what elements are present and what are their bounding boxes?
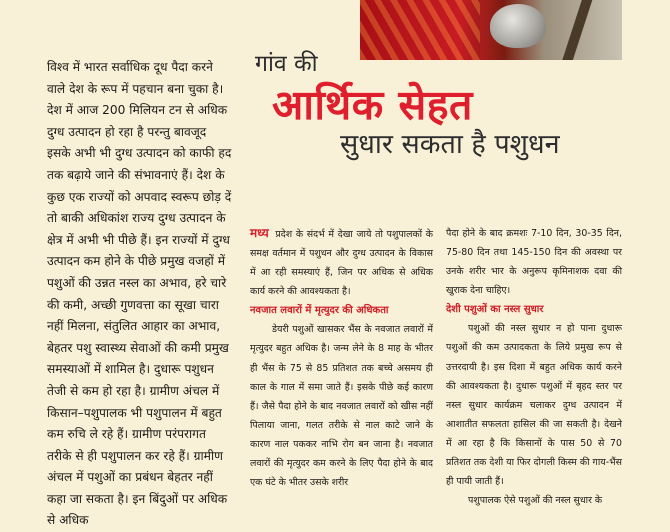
right-body: पशुओं की नस्ल सुधार न हो पाना दुधारू पशुओं की कम उत्पादकता के लिये प्रमुख रूप से उत्तरदायी है। इस दिशा में बहुत अधिक कार्य करने की आवश्यकता है। दुधारू पशुओं में बृहद स्तर पर नस्ल सुधार कार्यक्रम चलाकर दुग्ध उत्पादन में आशातीत सफलता हासिल की जा सकती है। देखने में आ रहा है कि किसानों के पास 50 से 70 प्रतिशत तक देशी या फिर दोगली किस्म की गाय-भैंस ही पायी जाती हैं। [446, 323, 622, 488]
middle-column [250, 224, 433, 492]
headline-line-1: गांव की [255, 51, 318, 77]
right-intro: पैदा होने के बाद क्रमशः 7-10 दिन, 30-35 दिन, 75-80 दिन तथा 145-150 दिन की अवस्था पर उनके शरीर भार के अनुरूप कृमिनाशक दवा की खुराक देना चाहिए। [446, 228, 622, 297]
article-photo [360, 0, 622, 60]
right-tail: पशुपालक ऐसे पशुओं की नस्ल सुधार के [468, 495, 603, 507]
right-column [446, 224, 622, 510]
left-column-paragraph: विश्व में भारत सर्वाधिक दूध पैदा करने वाले देश के रूप में पहचान बना चुका है। देश में आज 200 मिलियन टन से अधिक दुग्ध उत्पादन हो रहा है परन्तु बावजूद इसके अभी भी दुग्ध उत्पादन को काफी हद तक बढ़ाये जाने की संभावनाएं हैं। देश के कुछ एक राज्यों को अपवाद स्वरूप छोड़ दें तो बाकी अधिकांश राज्य दुग्ध उत्पादन के क्षेत्र में अभी भी पीछे हैं। इन राज्यों में दुग्ध उत्पादन कम होने के पीछे प्रमुख वजहों में पशुओं की उन्नत नस्ल का अभाव, हरे चारे की कमी, अच्छी गुणवत्ता का सूखा चारा नहीं मिलना, संतुलित आहार का अभाव, बेहतर पशु स्वास्थ्य सेवाओं की कमी प्रमुख समस्याओं में शामिल है। दुधारू पशुधन तेजी से कम हो रहा है। ग्रामीण अंचल में किसान–पशुपालक भी पशुपालन में बहुत कम रुचि ले रहे हैं। ग्रामीण परंपरागत तरीके से ही पशुपालन कर रहे हैं। ग्रामीण अंचल में पशुओं का प्रबंधन बेहतर नहीं कहा जा सकता है। इन बिंदुओं पर अधिक से अधिक [47, 60, 232, 528]
middle-intro [250, 224, 433, 301]
headline-main: आर्थिक सेहत [272, 81, 473, 129]
cooking-pot-icon [490, 4, 546, 48]
middle-body: डेयरी पशुओं खासकर भैंस के नवजात लवारों में मृत्युदर बहुत अधिक है। जन्म लेने के 8 माह के भीतर ही भैंस के 75 से 85 प्रतिशत तक बच्चे असमय ही काल के गाल में समा जाते हैं। इसके पीछे कई कारण हैं। जैसे पैदा होने के बाद नवजात लवारों को खीस नहीं पिलाया जाना, गलत तरीके से नाल काटे जाने के कारण नाल पककर नाभि रोग बन जाना है। नवजात लवारों की मृत्युदर कम करने के लिए पैदा होने के बाद एक घंटे के भीतर उसके शरीर [250, 324, 433, 489]
headline-line-3: सुधार सकता है पशुधन [340, 129, 560, 160]
red-fabric-shape [360, 0, 480, 60]
wooden-stick-shape [561, 0, 592, 60]
dropcap: मध्य [250, 226, 269, 240]
right-subheading: देशी पशुओं का नस्ल सुधार [446, 304, 544, 316]
left-column [47, 57, 233, 532]
middle-subheading: नवजात लवारों में मृत्युदर की अधिकता [250, 305, 389, 317]
middle-intro-text: प्रदेश के संदर्भ में देखा जाये तो पशुपालकों के समक्ष वर्तमान में पशुधन और दुग्ध उत्पादन के विकास में आ रही समस्याएं हैं, जिन पर अधिक से अधिक कार्य करने की आवश्यकता है। [250, 229, 433, 298]
